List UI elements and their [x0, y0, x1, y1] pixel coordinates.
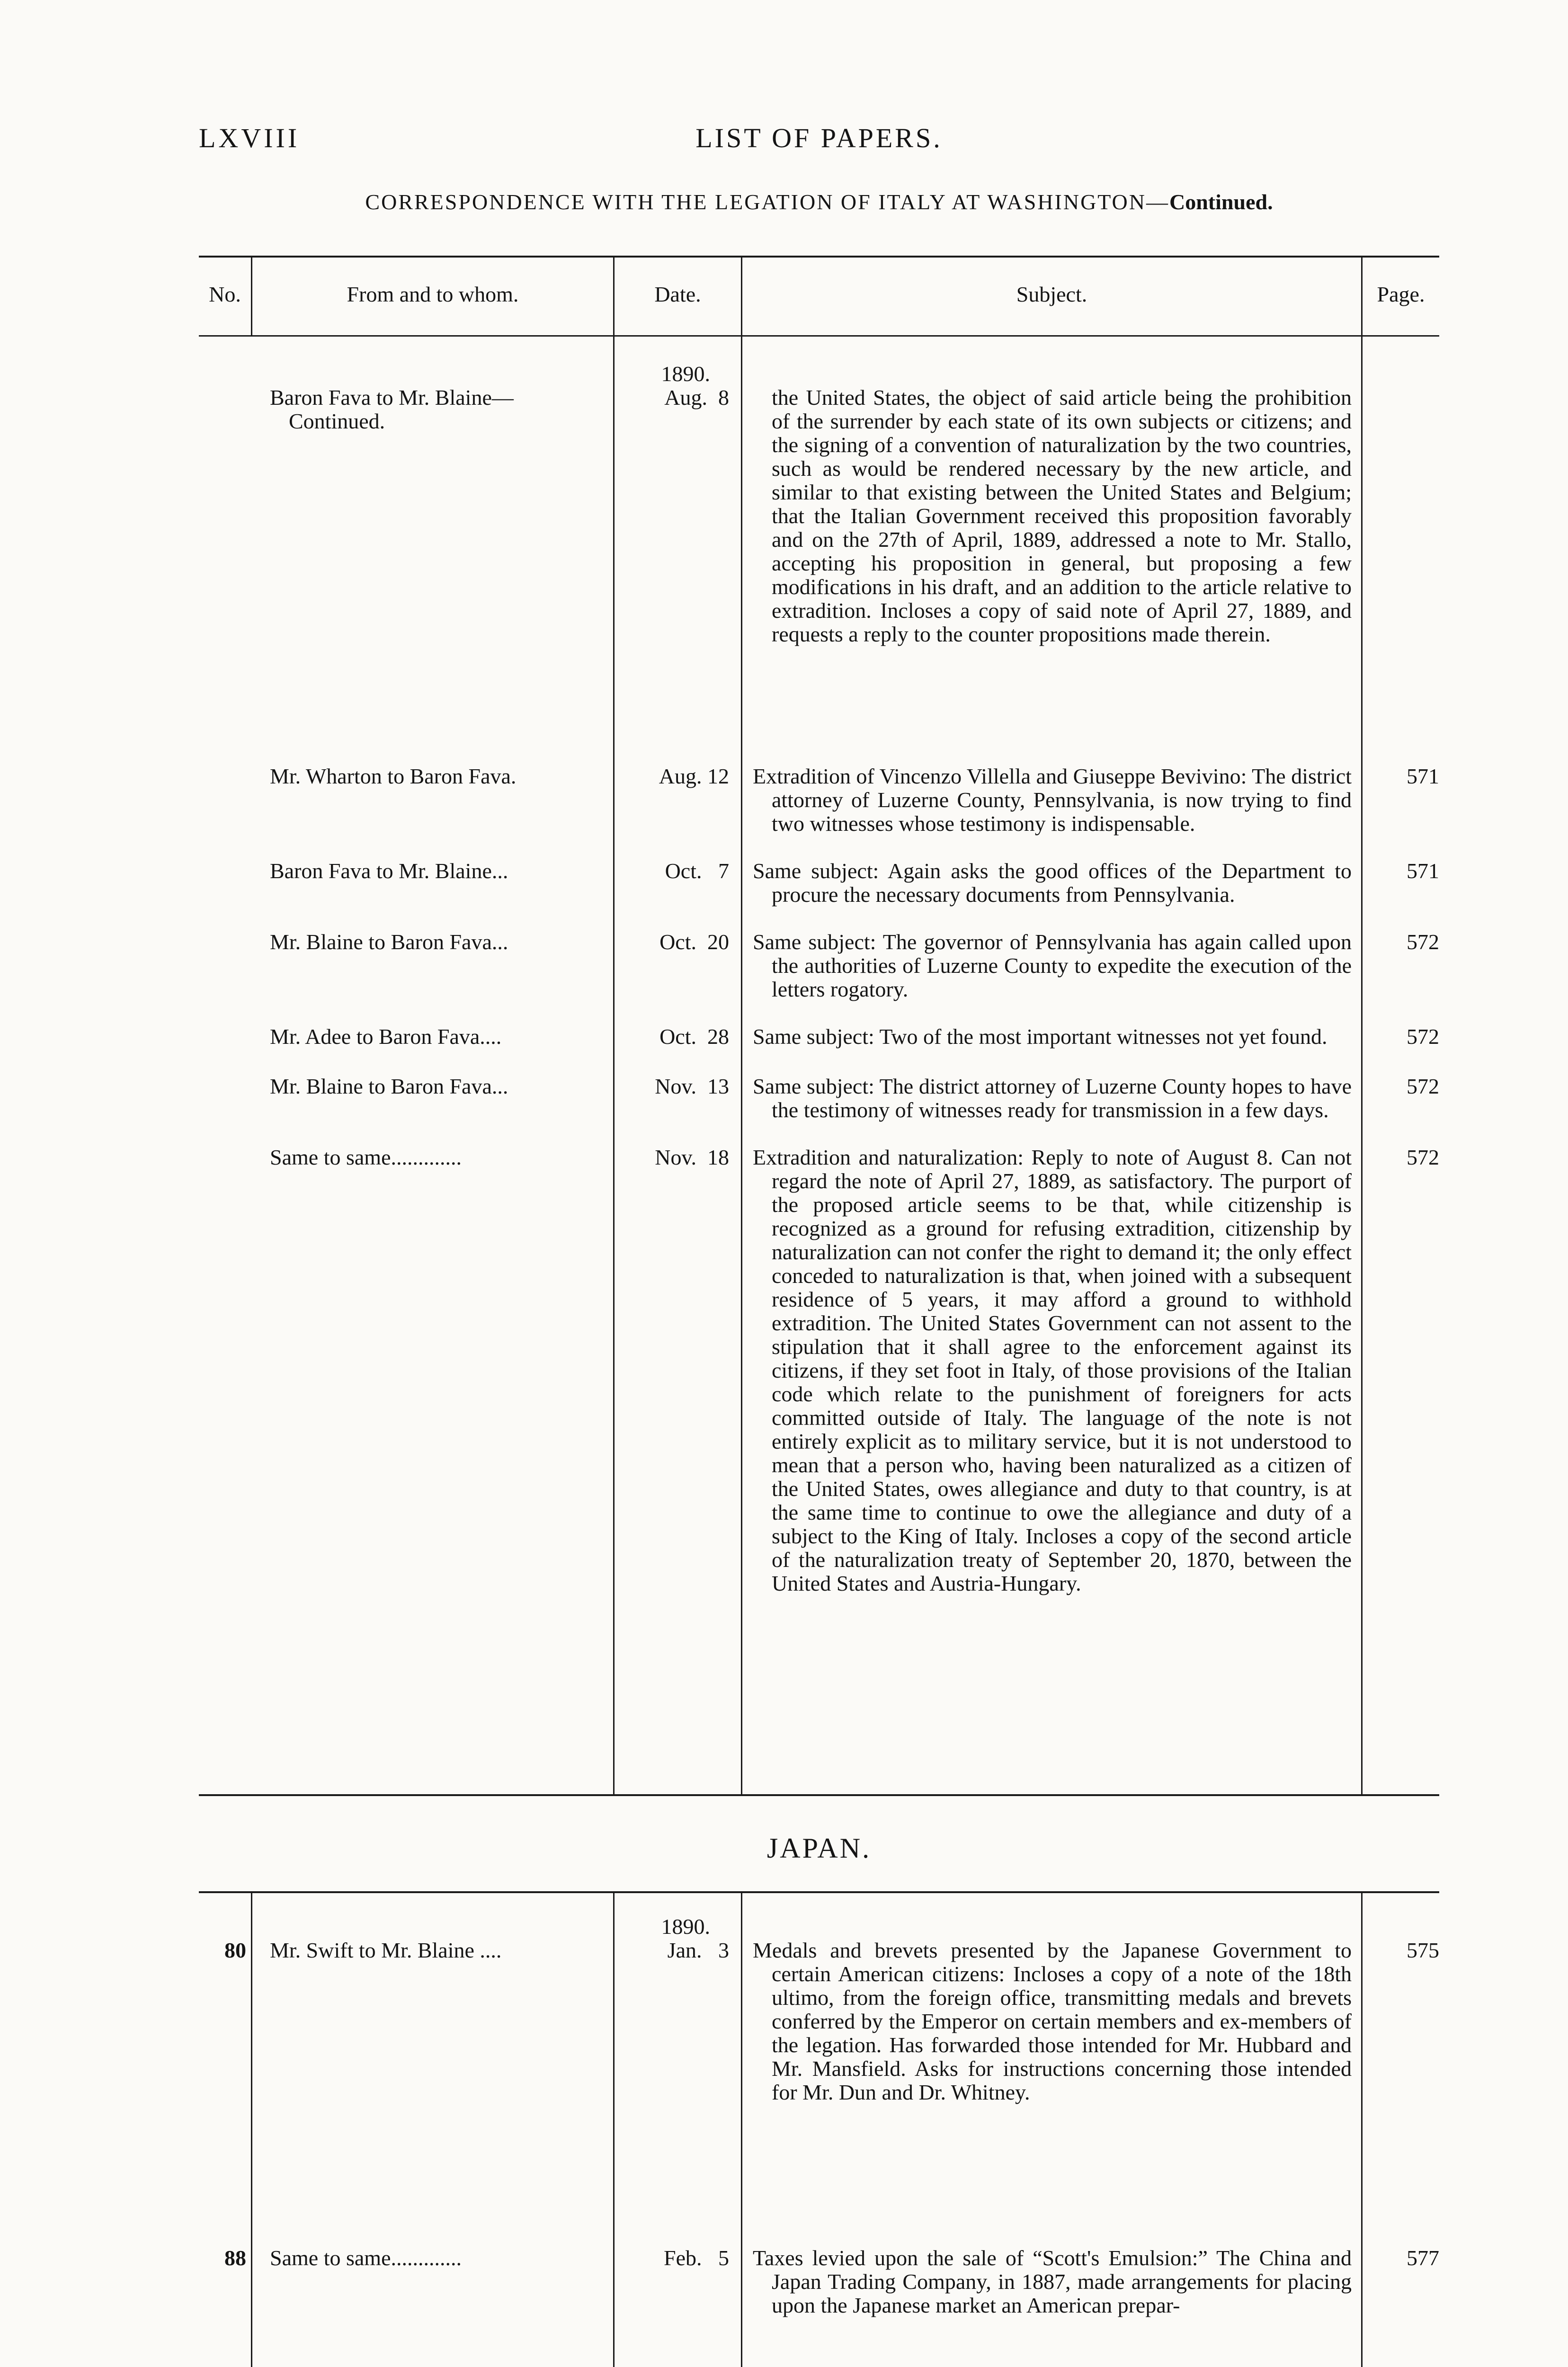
row-subject: Same subject: Again asks the good offices of the Department to procure the necessary documents from Pennsylvania.	[753, 859, 1352, 907]
row-from: Same to same.............	[270, 1145, 462, 1169]
japan-col-sep-from	[613, 1891, 615, 2367]
row-date: Oct. 7	[665, 859, 729, 883]
row-from: Mr. Blaine to Baron Fava...	[270, 930, 508, 954]
section-continued: Continued.	[1169, 190, 1273, 214]
row-no: 88	[224, 2246, 246, 2270]
row-from: Mr. Wharton to Baron Fava.	[270, 764, 517, 788]
section-title: CORRESPONDENCE WITH THE LEGATION OF ITALY AT WASHINGTON—	[365, 190, 1169, 214]
row-date: Oct. 20	[659, 930, 729, 954]
row-page: 577	[1407, 2246, 1439, 2270]
row-from: Mr. Blaine to Baron Fava...	[270, 1074, 508, 1098]
colhead-subject: Subject.	[1016, 282, 1087, 306]
year-label: 1890.	[661, 362, 710, 386]
row-subject: Same subject: Two of the most important witnesses not yet found.	[753, 1024, 1327, 1049]
row-subject: Extradition and naturalization: Reply to note of August 8. Can not regard the note of April 27, 1889, as satisfactory. The purport of the proposed article seems to be that, while citizenship is recognized as a ground for refusing extradition, citizenship by naturalization can not confer the right to demand it; the only effect conceded to naturalization is that, when joined with a subsequent residence of 5 years, it may afford a ground to withhold extradition. The United States Government can not assent to the stipulation that it shall agree to the enforcement against its citizens, if they set foot in Italy, of those provisions of the Italian code which relate to the punishment of foreigners for acts committed outside of Italy. The language of the note is not entirely explicit as to military service, but it is not understood to mean that a person who, having been naturalized as a citizen of the United States, owes allegiance and duty to that country, is at the same time to continue to owe the allegiance and duty of a subject to the King of Italy. Incloses a copy of the second article of the naturalization treaty of September 20, 1870, between the United States and Austria-Hungary.	[753, 1145, 1352, 1595]
colhead-from: From and to whom.	[347, 282, 519, 306]
page-header	[199, 122, 1439, 160]
japan-col-sep-no	[251, 1891, 252, 2367]
row-page: 571	[1407, 764, 1439, 788]
row-page: 572	[1407, 1024, 1439, 1049]
col-sep-subject	[1361, 256, 1363, 1794]
table-top-rule	[199, 256, 1439, 258]
row-from	[270, 386, 611, 433]
row-subject: the United States, the object of said article being the prohibition of the surrender by each state of its own subjects or citizens; and the signing of a convention of naturalization by the two countries, such as would be rendered necessary by the new article, and similar to that existing between the United States and Belgium; that the Italian Government received this proposition favorably and on the 27th of April, 1889, addressed a note to Mr. Stallo, accepting his proposition in general, but proposing a few modifications in his draft, and an addition to the article relative to extradition. Incloses a copy of said note of April 27, 1889, and requests a reply to the counter propositions made therein.	[772, 385, 1352, 646]
row-date: Aug. 8	[664, 385, 729, 409]
row-subject: Medals and brevets presented by the Japanese Government to certain American citizens: Incloses a copy of a note of the 18th ultimo, from the foreign office, transmitting medals and brevets conferred by the Emperor on certain members and ex-members of the legation. Has forwarded those intended for Mr. Hubbard and Mr. Mansfield. Asks for instructions concerning those intended for Mr. Dun and Dr. Whitney.	[753, 1938, 1352, 2104]
row-from: Mr. Swift to Mr. Blaine ....	[270, 1938, 502, 1962]
col-sep-from	[613, 256, 615, 1794]
row-date: Nov. 13	[655, 1074, 729, 1098]
row-date: Feb. 5	[664, 2246, 729, 2270]
row-date: Oct. 28	[659, 1024, 729, 1049]
running-title: LIST OF PAPERS.	[695, 123, 943, 153]
colhead-date: Date.	[654, 282, 701, 306]
row-page: 571	[1407, 859, 1439, 883]
table-header-rule	[199, 335, 1439, 337]
japan-top-rule	[199, 1891, 1439, 1893]
row-subject: Same subject: The district attorney of Luzerne County hopes to have the testimony of witnesses ready for transmission in a few days.	[753, 1074, 1352, 1122]
row-date: Aug. 12	[659, 764, 729, 788]
row-page: 575	[1407, 1938, 1439, 1962]
row-from: Mr. Adee to Baron Fava....	[270, 1024, 502, 1049]
colhead-page: Page.	[1377, 282, 1425, 306]
row-page: 572	[1407, 1145, 1439, 1169]
japan-col-sep-subject	[1361, 1891, 1363, 2367]
row-from: Same to same.............	[270, 2246, 462, 2270]
col-sep-date	[741, 256, 742, 1794]
row-date: Nov. 18	[655, 1145, 729, 1169]
table-bottom-rule	[199, 1794, 1439, 1796]
section-heading	[199, 189, 1439, 214]
row-from-text: Baron Fava to Mr. Blaine—	[270, 385, 514, 409]
row-subject: Same subject: The governor of Pennsylvania has again called upon the authorities of Luzerne County to expedite the execution of the letters rogatory.	[753, 930, 1352, 1001]
japan-col-sep-date	[741, 1891, 742, 2367]
japan-year-label: 1890.	[661, 1914, 710, 1939]
row-from-continued: Continued.	[289, 409, 385, 433]
row-subject: Extradition of Vincenzo Villella and Giuseppe Bevivino: The district attorney of Luzerne County, Pennsylvania, is now trying to find two witnesses whose testimony is indispensable.	[753, 764, 1352, 836]
row-date: Jan. 3	[667, 1938, 729, 1962]
row-page: 572	[1407, 930, 1439, 954]
colhead-no: No.	[209, 282, 241, 306]
row-no: 80	[224, 1938, 246, 1962]
page-number: LXVIII	[199, 123, 300, 153]
row-page: 572	[1407, 1074, 1439, 1098]
row-from: Baron Fava to Mr. Blaine...	[270, 859, 508, 883]
japan-heading: JAPAN.	[766, 1833, 872, 1864]
row-subject: Taxes levied upon the sale of “Scott's Emulsion:” The China and Japan Trading Company, in 1887, made arrangements for placing upon the Japanese market an American prepar-	[753, 2246, 1352, 2317]
